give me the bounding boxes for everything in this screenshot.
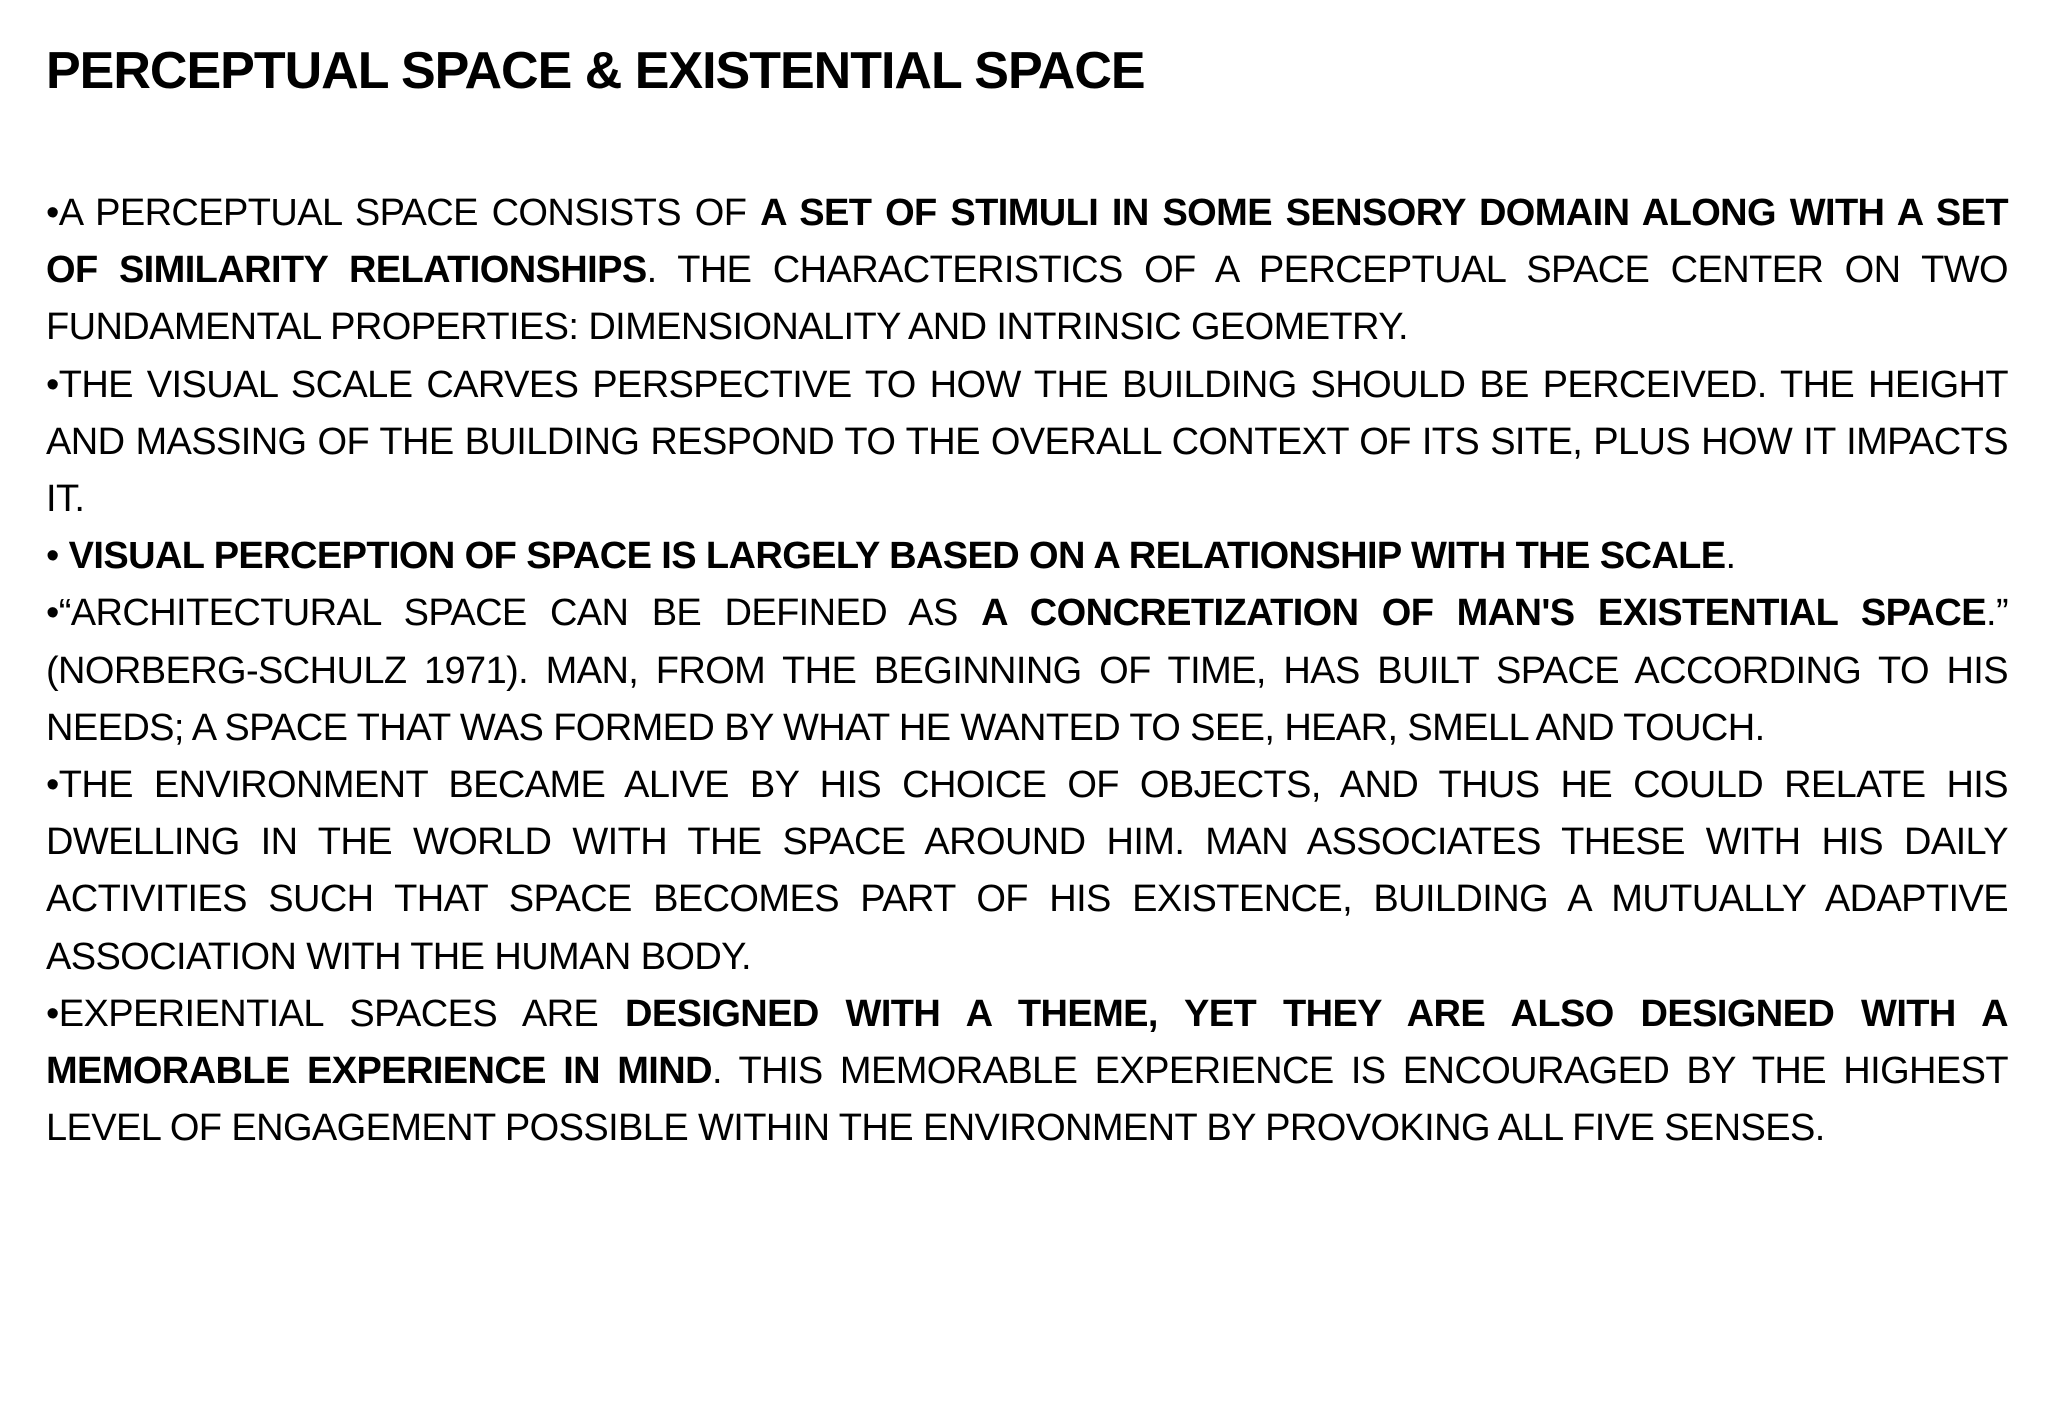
text-segment: •EXPERIENTIAL SPACES ARE xyxy=(46,992,626,1035)
paragraph-environment xyxy=(46,757,2008,986)
text-segment: . THE CHARACTERISTICS OF A PERCEPTUAL SPACE CENTER ON TWO FUNDAMENTAL PROPERTIES: DIMENSIONALITY AND INTRINSIC GEOMETRY. xyxy=(46,249,2008,349)
text-segment: •THE VISUAL SCALE CARVES PERSPECTIVE TO HOW THE BUILDING SHOULD BE PERCEIVED. THE HEIGHT AND MASSING OF THE BUILDING RESPOND TO THE OVERALL CONTEXT OF ITS SITE, PLUS HOW IT IMPACTS IT. xyxy=(46,363,2008,521)
text-segment: . THIS MEMORABLE EXPERIENCE IS ENCOURAGED BY THE HIGHEST LEVEL OF ENGAGEMENT POSSIBLE WITHIN THE ENVIRONMENT BY PROVOKING ALL FIVE SENSES. xyxy=(46,1050,2008,1150)
paragraph-visual-scale xyxy=(46,357,2008,529)
slide-title: PERCEPTUAL SPACE & EXISTENTIAL SPACE xyxy=(46,42,1145,100)
text-segment: •“ARCHITECTURAL SPACE CAN BE DEFINED AS xyxy=(46,592,982,635)
text-segment: •THE ENVIRONMENT BECAME ALIVE BY HIS CHOICE OF OBJECTS, AND THUS HE COULD RELATE HIS DWELLING IN THE WORLD WITH THE SPACE AROUND HIM. MAN ASSOCIATES THESE WITH HIS DAILY ACTIVITIES SUCH THAT SPACE BECOMES PART OF HIS EXISTENCE, BUILDING A MUTUALLY ADAPTIVE ASSOCIATION WITH THE HUMAN BODY. xyxy=(46,764,2008,978)
paragraph-visual-perception xyxy=(46,528,2008,585)
bold-text: A CONCRETIZATION OF MAN'S EXISTENTIAL SPACE xyxy=(981,592,1986,635)
bold-text: DESIGNED WITH A THEME, YET THEY ARE ALSO DESIGNED WITH A MEMORABLE EXPERIENCE IN MIND xyxy=(46,992,2009,1093)
bold-text: A SET OF STIMULI IN SOME SENSORY DOMAIN ALONG WITH A SET OF SIMILARITY RELATIONSHIPS xyxy=(46,192,2009,292)
paragraph-experiential-spaces xyxy=(46,986,2008,1158)
text-segment: . xyxy=(1725,535,1736,578)
slide-body xyxy=(46,185,2008,1157)
paragraph-architectural-space xyxy=(46,585,2008,757)
bold-text: VISUAL PERCEPTION OF SPACE IS LARGELY BASED ON A RELATIONSHIP WITH THE SCALE xyxy=(68,535,1726,578)
paragraph-perceptual-space xyxy=(46,185,2008,357)
text-segment: .” (NORBERG-SCHULZ 1971). MAN, FROM THE BEGINNING OF TIME, HAS BUILT SPACE ACCORDING TO HIS NEEDS; A SPACE THAT WAS FORMED BY WHAT HE WANTED TO SEE, HEAR, SMELL AND TOUCH. xyxy=(46,592,2008,749)
text-segment: •A PERCEPTUAL SPACE CONSISTS OF xyxy=(46,192,761,234)
text-segment: • xyxy=(46,535,69,578)
